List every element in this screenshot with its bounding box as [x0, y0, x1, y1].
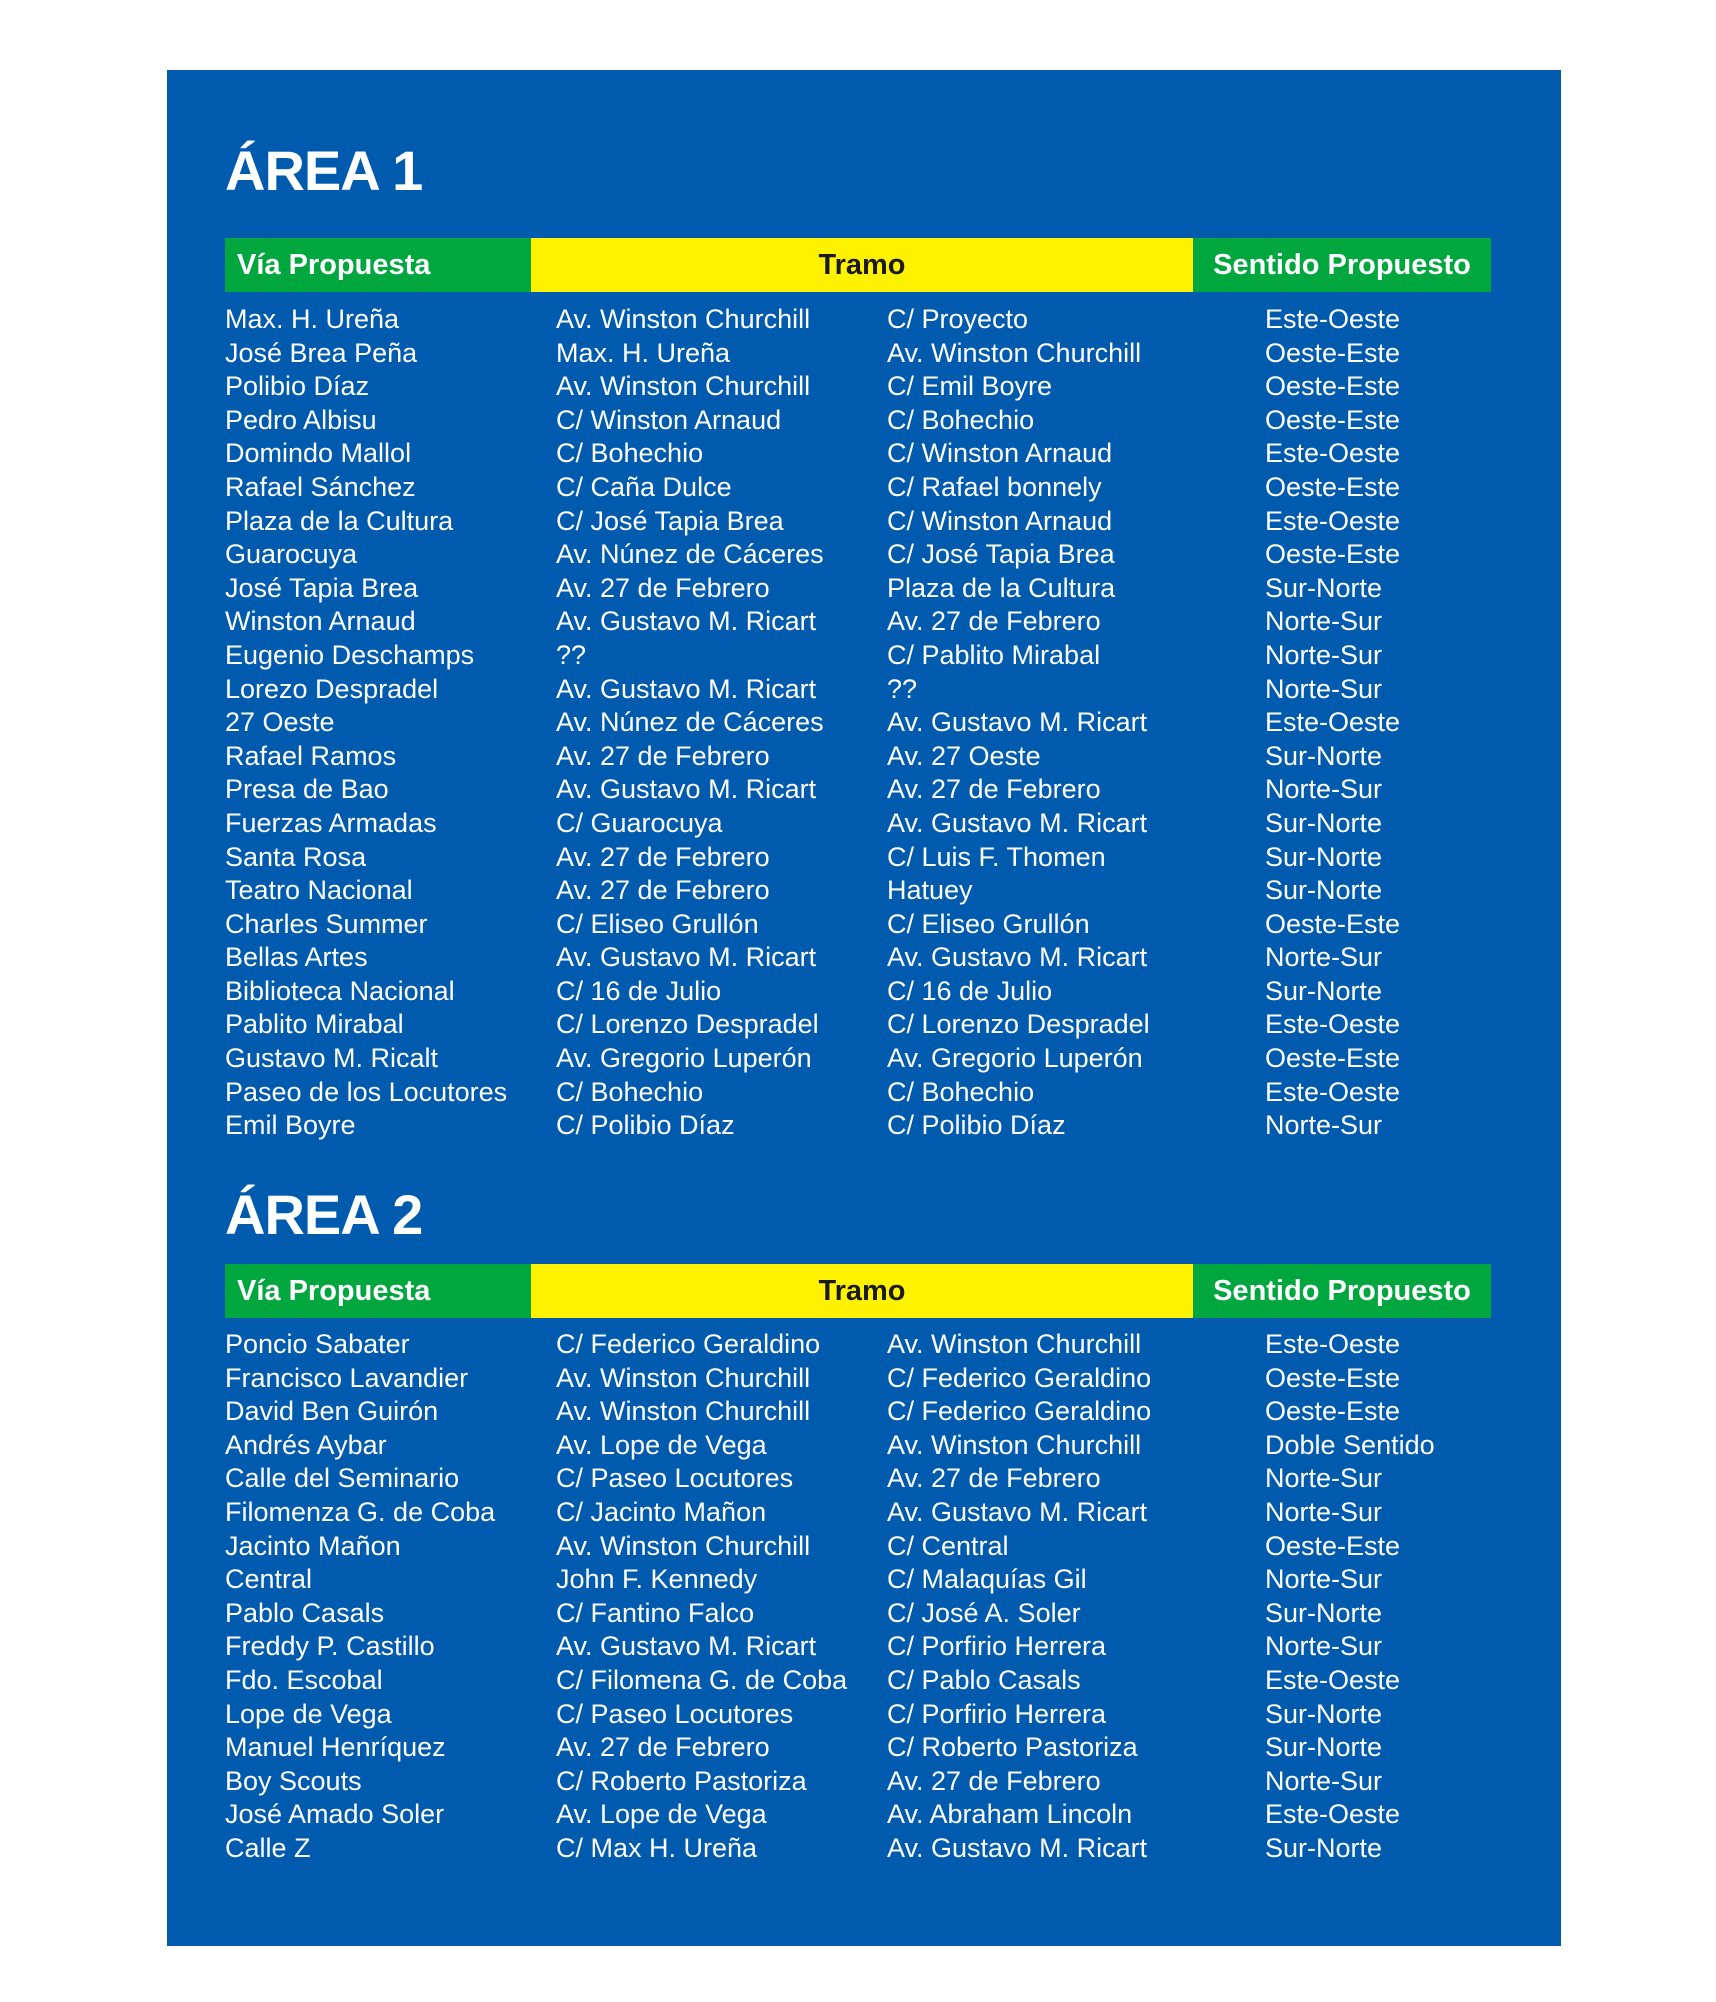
- via-propuesta-cell: José Tapia Brea: [225, 572, 419, 603]
- area-1-title: ÁREA 1: [225, 139, 423, 202]
- header-sentido-propuesto: Sentido Propuesto: [1193, 1264, 1491, 1318]
- table-row: [225, 605, 1491, 639]
- tramo-hasta-cell: Av. 27 de Febrero: [887, 606, 1101, 637]
- table-row: [225, 1328, 1491, 1362]
- tramo-hasta-cell: C/ Winston Arnaud: [887, 438, 1113, 469]
- area-1-header: [225, 238, 1491, 292]
- tramo-hasta-cell: Av. Gregorio Luperón: [887, 1043, 1143, 1074]
- via-propuesta-cell: Guarocuya: [225, 539, 358, 570]
- tramo-hasta-cell: C/ José A. Soler: [887, 1597, 1081, 1628]
- blue-panel: [167, 70, 1561, 1946]
- tramo-hasta-cell: C/ Malaquías Gil: [887, 1564, 1087, 1595]
- tramo-desde-cell: Av. Lope de Vega: [556, 1799, 767, 1830]
- sentido-cell: Este-Oeste: [1265, 1009, 1401, 1040]
- table-row: [225, 1496, 1491, 1530]
- sentido-cell: Este-Oeste: [1265, 1664, 1401, 1695]
- tramo-desde-cell: C/ Max H. Ureña: [556, 1832, 758, 1863]
- tramo-desde-cell: Av. 27 de Febrero: [556, 875, 770, 906]
- sentido-cell: Oeste-Este: [1265, 1396, 1401, 1427]
- tramo-hasta-cell: C/ Bohechio: [887, 1076, 1035, 1107]
- header-via-propuesta: Vía Propuesta: [225, 238, 531, 292]
- tramo-hasta-cell: Av. Gustavo M. Ricart: [887, 1832, 1148, 1863]
- table-row: [225, 337, 1491, 371]
- table-row: [225, 908, 1491, 942]
- tramo-hasta-cell: Av. Winston Churchill: [887, 1329, 1142, 1359]
- tramo-desde-cell: C/ Bohechio: [556, 438, 704, 469]
- via-propuesta-cell: Plaza de la Cultura: [225, 505, 454, 536]
- tramo-desde-cell: Av. Gustavo M. Ricart: [556, 942, 817, 973]
- sentido-cell: Sur-Norte: [1265, 1597, 1383, 1628]
- via-propuesta-cell: Pedro Albisu: [225, 404, 377, 435]
- tramo-hasta-cell: C/ Proyecto: [887, 304, 1029, 334]
- tramo-desde-cell: C/ Eliseo Grullón: [556, 908, 759, 939]
- tramo-hasta-cell: C/ Pablito Mirabal: [887, 639, 1101, 670]
- tramo-hasta-cell: C/ Eliseo Grullón: [887, 908, 1090, 939]
- sentido-cell: Norte-Sur: [1265, 774, 1383, 805]
- sentido-cell: Oeste-Este: [1265, 371, 1401, 402]
- sentido-cell: Doble Sentido: [1265, 1429, 1435, 1460]
- sentido-cell: Oeste-Este: [1265, 908, 1401, 939]
- table-row: [225, 437, 1491, 471]
- table-row: [225, 639, 1491, 673]
- tramo-hasta-cell: Av. Abraham Lincoln: [887, 1799, 1133, 1830]
- table-row: [225, 1597, 1491, 1631]
- via-propuesta-cell: Domindo Mallol: [225, 438, 412, 469]
- tramo-hasta-cell: C/ Emil Boyre: [887, 371, 1053, 402]
- sentido-cell: Este-Oeste: [1265, 707, 1401, 738]
- table-row: [225, 773, 1491, 807]
- tramo-desde-cell: Av. 27 de Febrero: [556, 1732, 770, 1763]
- via-propuesta-cell: Biblioteca Nacional: [225, 975, 455, 1006]
- tramo-desde-cell: C/ Filomena G. de Coba: [556, 1664, 848, 1695]
- tramo-desde-cell: Av. Núnez de Cáceres: [556, 707, 824, 738]
- sentido-cell: Oeste-Este: [1265, 471, 1401, 502]
- table-row: [225, 370, 1491, 404]
- via-propuesta-cell: Jacinto Mañon: [225, 1530, 401, 1561]
- via-propuesta-cell: Emil Boyre: [225, 1110, 356, 1141]
- table-row: [225, 1395, 1491, 1429]
- tramo-desde-cell: C/ Roberto Pastoriza: [556, 1765, 807, 1796]
- via-propuesta-cell: Boy Scouts: [225, 1765, 362, 1796]
- sentido-cell: Este-Oeste: [1265, 505, 1401, 536]
- tramo-desde-cell: Av. Winston Churchill: [556, 304, 811, 334]
- tramo-desde-cell: C/ Jacinto Mañon: [556, 1496, 767, 1527]
- tramo-hasta-cell: Hatuey: [887, 875, 973, 906]
- tramo-hasta-cell: Av. 27 Oeste: [887, 740, 1041, 771]
- table-row: [225, 941, 1491, 975]
- via-propuesta-cell: David Ben Guirón: [225, 1396, 439, 1427]
- via-propuesta-cell: Poncio Sabater: [225, 1329, 410, 1359]
- tramo-desde-cell: C/ Polibio Díaz: [556, 1110, 735, 1141]
- table-row: [225, 1530, 1491, 1564]
- via-propuesta-cell: Lorezo Despradel: [225, 673, 439, 704]
- tramo-desde-cell: C/ Caña Dulce: [556, 471, 732, 502]
- tramo-desde-cell: C/ Federico Geraldino: [556, 1329, 821, 1359]
- sentido-cell: Norte-Sur: [1265, 1765, 1383, 1796]
- sentido-cell: Norte-Sur: [1265, 1631, 1383, 1662]
- sentido-cell: Oeste-Este: [1265, 1530, 1401, 1561]
- via-propuesta-cell: Andrés Aybar: [225, 1429, 387, 1460]
- sentido-cell: Sur-Norte: [1265, 975, 1383, 1006]
- header-via-propuesta: Vía Propuesta: [225, 1264, 531, 1318]
- table-row: [225, 572, 1491, 606]
- sentido-cell: Norte-Sur: [1265, 1110, 1383, 1141]
- tramo-desde-cell: Av. Gustavo M. Ricart: [556, 606, 817, 637]
- via-propuesta-cell: Winston Arnaud: [225, 606, 416, 637]
- table-row: [225, 841, 1491, 875]
- sentido-cell: Oeste-Este: [1265, 1043, 1401, 1074]
- tramo-desde-cell: ??: [556, 639, 587, 670]
- tramo-desde-cell: Av. Winston Churchill: [556, 1362, 811, 1393]
- tramo-desde-cell: Av. Gustavo M. Ricart: [556, 673, 817, 704]
- tramo-hasta-cell: ??: [887, 673, 918, 704]
- via-propuesta-cell: Manuel Henríquez: [225, 1732, 446, 1763]
- tramo-desde-cell: Av. Gregorio Luperón: [556, 1043, 812, 1074]
- tramo-hasta-cell: C/ 16 de Julio: [887, 975, 1053, 1006]
- via-propuesta-cell: Teatro Nacional: [225, 875, 413, 906]
- tramo-desde-cell: Max. H. Ureña: [556, 337, 731, 368]
- tramo-hasta-cell: C/ Winston Arnaud: [887, 505, 1113, 536]
- via-propuesta-cell: Presa de Bao: [225, 774, 389, 805]
- area-2-rows: [225, 1328, 1491, 1866]
- table-row: [225, 1731, 1491, 1765]
- tramo-hasta-cell: C/ Polibio Díaz: [887, 1110, 1066, 1141]
- tramo-hasta-cell: C/ Porfirio Herrera: [887, 1698, 1107, 1729]
- table-row: [225, 1630, 1491, 1664]
- tramo-desde-cell: Av. Gustavo M. Ricart: [556, 774, 817, 805]
- table-row: [225, 1664, 1491, 1698]
- table-row: [225, 1798, 1491, 1832]
- tramo-hasta-cell: Av. 27 de Febrero: [887, 1463, 1101, 1494]
- sentido-cell: Oeste-Este: [1265, 404, 1401, 435]
- sentido-cell: Norte-Sur: [1265, 1564, 1383, 1595]
- tramo-desde-cell: C/ Paseo Locutores: [556, 1463, 794, 1494]
- via-propuesta-cell: Pablito Mirabal: [225, 1009, 404, 1040]
- tramo-hasta-cell: C/ Pablo Casals: [887, 1664, 1081, 1695]
- via-propuesta-cell: Fdo. Escobal: [225, 1664, 383, 1695]
- via-propuesta-cell: Pablo Casals: [225, 1597, 385, 1628]
- via-propuesta-cell: Eugenio Deschamps: [225, 639, 475, 670]
- table-row: [225, 874, 1491, 908]
- table-row: [225, 1362, 1491, 1396]
- table-row: [225, 404, 1491, 438]
- sentido-cell: Este-Oeste: [1265, 1329, 1401, 1359]
- tramo-hasta-cell: C/ Rafael bonnely: [887, 471, 1102, 502]
- via-propuesta-cell: Rafael Ramos: [225, 740, 397, 771]
- table-row: [225, 807, 1491, 841]
- via-propuesta-cell: Freddy P. Castillo: [225, 1631, 435, 1662]
- tramo-hasta-cell: C/ Central: [887, 1530, 1009, 1561]
- sentido-cell: Este-Oeste: [1265, 1076, 1401, 1107]
- via-propuesta-cell: Charles Summer: [225, 908, 428, 939]
- via-propuesta-cell: Calle Z: [225, 1832, 311, 1863]
- tramo-hasta-cell: C/ Federico Geraldino: [887, 1362, 1152, 1393]
- via-propuesta-cell: Max. H. Ureña: [225, 304, 400, 334]
- tramo-desde-cell: Av. Lope de Vega: [556, 1429, 767, 1460]
- tramo-desde-cell: C/ Lorenzo Despradel: [556, 1009, 819, 1040]
- header-tramo: Tramo: [531, 238, 1193, 292]
- via-propuesta-cell: Polibio Díaz: [225, 371, 370, 402]
- table-row: [225, 1698, 1491, 1732]
- sentido-cell: Sur-Norte: [1265, 875, 1383, 906]
- via-propuesta-cell: José Amado Soler: [225, 1799, 445, 1830]
- via-propuesta-cell: Bellas Artes: [225, 942, 368, 973]
- table-row: [225, 1042, 1491, 1076]
- sentido-cell: Norte-Sur: [1265, 942, 1383, 973]
- tramo-desde-cell: Av. 27 de Febrero: [556, 572, 770, 603]
- table-row: [225, 1563, 1491, 1597]
- sentido-cell: Norte-Sur: [1265, 1496, 1383, 1527]
- tramo-hasta-cell: Av. Gustavo M. Ricart: [887, 1496, 1148, 1527]
- area-1-rows: [225, 303, 1491, 1143]
- sentido-cell: Oeste-Este: [1265, 1362, 1401, 1393]
- header-tramo: Tramo: [531, 1264, 1193, 1318]
- sentido-cell: Sur-Norte: [1265, 807, 1383, 838]
- tramo-desde-cell: Av. Gustavo M. Ricart: [556, 1631, 817, 1662]
- sentido-cell: Este-Oeste: [1265, 438, 1401, 469]
- table-row: [225, 740, 1491, 774]
- sentido-cell: Norte-Sur: [1265, 1463, 1383, 1494]
- sentido-cell: Sur-Norte: [1265, 1832, 1383, 1863]
- tramo-hasta-cell: C/ Porfirio Herrera: [887, 1631, 1107, 1662]
- table-row: [225, 1462, 1491, 1496]
- sentido-cell: Oeste-Este: [1265, 337, 1401, 368]
- via-propuesta-cell: Central: [225, 1564, 313, 1595]
- tramo-desde-cell: Av. 27 de Febrero: [556, 740, 770, 771]
- table-row: [225, 471, 1491, 505]
- table-row: [225, 706, 1491, 740]
- table-row: [225, 975, 1491, 1009]
- via-propuesta-cell: Francisco Lavandier: [225, 1362, 469, 1393]
- tramo-hasta-cell: C/ José Tapia Brea: [887, 539, 1115, 570]
- via-propuesta-cell: 27 Oeste: [225, 707, 335, 738]
- sentido-cell: Norte-Sur: [1265, 639, 1383, 670]
- sentido-cell: Este-Oeste: [1265, 1799, 1401, 1830]
- tramo-hasta-cell: C/ Bohechio: [887, 404, 1035, 435]
- tramo-desde-cell: Av. 27 de Febrero: [556, 841, 770, 872]
- tramo-desde-cell: C/ Winston Arnaud: [556, 404, 782, 435]
- table-row: [225, 1109, 1491, 1143]
- table-row: [225, 505, 1491, 539]
- tramo-hasta-cell: Av. Winston Churchill: [887, 337, 1142, 368]
- sentido-cell: Sur-Norte: [1265, 572, 1383, 603]
- tramo-hasta-cell: Av. Gustavo M. Ricart: [887, 707, 1148, 738]
- via-propuesta-cell: José Brea Peña: [225, 337, 418, 368]
- table-row: [225, 1832, 1491, 1866]
- tramo-desde-cell: C/ 16 de Julio: [556, 975, 722, 1006]
- via-propuesta-cell: Rafael Sánchez: [225, 471, 416, 502]
- tramo-desde-cell: Av. Winston Churchill: [556, 371, 811, 402]
- area-2-title: ÁREA 2: [225, 1183, 423, 1246]
- sentido-cell: Sur-Norte: [1265, 841, 1383, 872]
- header-sentido-propuesto: Sentido Propuesto: [1193, 238, 1491, 292]
- tramo-desde-cell: C/ Guarocuya: [556, 807, 723, 838]
- table-row: [225, 538, 1491, 572]
- sentido-cell: Sur-Norte: [1265, 1698, 1383, 1729]
- tramo-hasta-cell: C/ Roberto Pastoriza: [887, 1732, 1138, 1763]
- tramo-hasta-cell: C/ Federico Geraldino: [887, 1396, 1152, 1427]
- tramo-hasta-cell: Av. Gustavo M. Ricart: [887, 807, 1148, 838]
- via-propuesta-cell: Santa Rosa: [225, 841, 367, 872]
- sentido-cell: Oeste-Este: [1265, 539, 1401, 570]
- tramo-hasta-cell: Av. Gustavo M. Ricart: [887, 942, 1148, 973]
- via-propuesta-cell: Gustavo M. Ricalt: [225, 1043, 439, 1074]
- tramo-desde-cell: Av. Winston Churchill: [556, 1530, 811, 1561]
- table-row: [225, 1008, 1491, 1042]
- tramo-desde-cell: John F. Kennedy: [556, 1564, 758, 1595]
- via-propuesta-cell: Filomenza G. de Coba: [225, 1496, 496, 1527]
- via-propuesta-cell: Lope de Vega: [225, 1698, 392, 1729]
- table-row: [225, 1076, 1491, 1110]
- sentido-cell: Norte-Sur: [1265, 606, 1383, 637]
- tramo-desde-cell: C/ Fantino Falco: [556, 1597, 755, 1628]
- via-propuesta-cell: Calle del Seminario: [225, 1463, 460, 1494]
- table-row: [225, 1765, 1491, 1799]
- sentido-cell: Norte-Sur: [1265, 673, 1383, 704]
- area-2-header: [225, 1264, 1491, 1318]
- table-row: [225, 673, 1491, 707]
- via-propuesta-cell: Fuerzas Armadas: [225, 807, 437, 838]
- tramo-hasta-cell: Av. Winston Churchill: [887, 1429, 1142, 1460]
- table-row: [225, 303, 1491, 337]
- tramo-hasta-cell: Plaza de la Cultura: [887, 572, 1116, 603]
- via-propuesta-cell: Paseo de los Locutores: [225, 1076, 508, 1107]
- tramo-desde-cell: Av. Núnez de Cáceres: [556, 539, 824, 570]
- tramo-hasta-cell: C/ Luis F. Thomen: [887, 841, 1106, 872]
- tramo-hasta-cell: Av. 27 de Febrero: [887, 774, 1101, 805]
- tramo-desde-cell: C/ Bohechio: [556, 1076, 704, 1107]
- table-row: [225, 1429, 1491, 1463]
- tramo-desde-cell: C/ Paseo Locutores: [556, 1698, 794, 1729]
- tramo-hasta-cell: Av. 27 de Febrero: [887, 1765, 1101, 1796]
- tramo-hasta-cell: C/ Lorenzo Despradel: [887, 1009, 1150, 1040]
- sentido-cell: Sur-Norte: [1265, 1732, 1383, 1763]
- sentido-cell: Este-Oeste: [1265, 304, 1401, 334]
- sentido-cell: Sur-Norte: [1265, 740, 1383, 771]
- tramo-desde-cell: C/ José Tapia Brea: [556, 505, 784, 536]
- tramo-desde-cell: Av. Winston Churchill: [556, 1396, 811, 1427]
